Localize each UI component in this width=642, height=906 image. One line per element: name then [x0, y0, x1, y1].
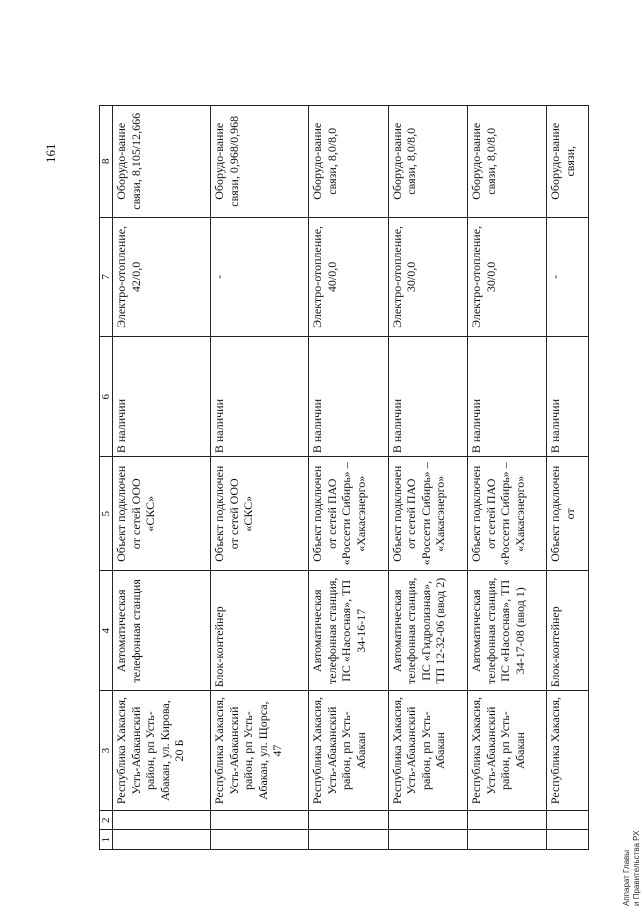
cell-connection: Объект подключен от сетей ПАО «Россети Сибирь» – «Хакасэнерго» — [309, 457, 388, 571]
cell-availability: В наличии — [309, 337, 388, 457]
cell-heating: - — [547, 217, 589, 337]
cell-equipment: Оборудо-вание связи, 8,0/8,0 — [388, 106, 467, 218]
cell-equipment: Оборудо-вание связи, 8,105/12,666 — [113, 106, 211, 218]
cell-address: Республика Хакасия, Усть-Абаканский район, рп Усть-Абакан — [388, 691, 467, 811]
cell-name — [468, 811, 547, 831]
cell-equipment: Оборудо-вание связи, — [547, 106, 589, 218]
stamp-line: Аппарат Главы — [622, 849, 631, 906]
cell-heating: Электро-отопление, 40/0,0 — [309, 217, 388, 337]
table-row — [388, 106, 467, 850]
header-cell: 8 — [100, 106, 113, 218]
cell-name — [309, 811, 388, 831]
cell-object: Автоматическая телефонная станция, ПС «Насосная», ТП 34-17-08 (ввод 1) — [468, 571, 547, 691]
header-cell: 7 — [100, 217, 113, 337]
cell-name — [113, 811, 211, 831]
table-row — [113, 106, 211, 850]
table-row — [211, 106, 309, 850]
cell-name — [547, 811, 589, 831]
cell-heating: Электро-отопление, 30/0,0 — [468, 217, 547, 337]
table-row — [309, 106, 388, 850]
cell-availability: В наличии — [468, 337, 547, 457]
cell-heating: - — [211, 217, 309, 337]
cell-object: Блок-контейнер — [211, 571, 309, 691]
cell-name — [388, 811, 467, 831]
cell-number — [309, 830, 388, 850]
cell-equipment: Оборудо-вание связи, 0,968/0,968 — [211, 106, 309, 218]
cell-address: Республика Хакасия, — [547, 691, 589, 811]
table-header-row — [100, 106, 113, 850]
cell-number — [113, 830, 211, 850]
cell-availability: В наличии — [547, 337, 589, 457]
cell-address: Республика Хакасия, Усть-Абаканский район, рп Усть-Абакан — [468, 691, 547, 811]
cell-object: Автоматическая телефонная станция — [113, 571, 211, 691]
cell-number — [547, 830, 589, 850]
cell-heating: Электро-отопление, 30/0,0 — [388, 217, 467, 337]
cell-connection: Объект подключен от сетей ПАО «Россети Сибирь» – «Хакасэнерго» — [388, 457, 467, 571]
cell-address: Республика Хакасия, Усть-Абаканский район, рп Усть-Абакан, ул. Кирова, 20 Б — [113, 691, 211, 811]
header-cell: 3 — [100, 691, 113, 811]
cell-object: Автоматическая телефонная станция, ПС «Гидролизная», ТП 12-32-06 (ввод 2) — [388, 571, 467, 691]
header-cell: 6 — [100, 337, 113, 457]
data-table-container — [99, 105, 589, 850]
cell-availability: В наличии — [211, 337, 309, 457]
stamp-line: и Правительства РХ — [632, 830, 641, 906]
data-table — [99, 105, 589, 850]
cell-number — [388, 830, 467, 850]
cell-connection: Объект подключен от — [547, 457, 589, 571]
cell-availability: В наличии — [388, 337, 467, 457]
cell-equipment: Оборудо-вание связи, 8,0/8,0 — [468, 106, 547, 218]
cell-availability: В наличии — [113, 337, 211, 457]
cell-object: Автоматическая телефонная станция, ПС «Насосная», ТП 34-16-17 — [309, 571, 388, 691]
cell-connection: Объект подключен от сетей ООО «СКС» — [113, 457, 211, 571]
approval-stamp — [622, 831, 642, 906]
table-row — [547, 106, 589, 850]
cell-address: Республика Хакасия, Усть-Абаканский район, рп Усть-Абакан, ул. Щорса, 47 — [211, 691, 309, 811]
cell-connection: Объект подключен от сетей ПАО «Россети Сибирь» – «Хакасэнерго» — [468, 457, 547, 571]
cell-object: Блок-контейнер — [547, 571, 589, 691]
table-row — [468, 106, 547, 850]
cell-name — [211, 811, 309, 831]
cell-connection: Объект подключен от сетей ООО «СКС» — [211, 457, 309, 571]
header-cell: 4 — [100, 571, 113, 691]
page-number: 161 — [43, 143, 58, 163]
cell-number — [468, 830, 547, 850]
cell-equipment: Оборудо-вание связи, 8,0/8,0 — [309, 106, 388, 218]
cell-number — [211, 830, 309, 850]
header-cell: 2 — [100, 811, 113, 831]
header-cell: 1 — [100, 830, 113, 850]
cell-address: Республика Хакасия, Усть-Абаканский район, рп Усть-Абакан — [309, 691, 388, 811]
cell-heating: Электро-отопление, 42/0,0 — [113, 217, 211, 337]
header-cell: 5 — [100, 457, 113, 571]
